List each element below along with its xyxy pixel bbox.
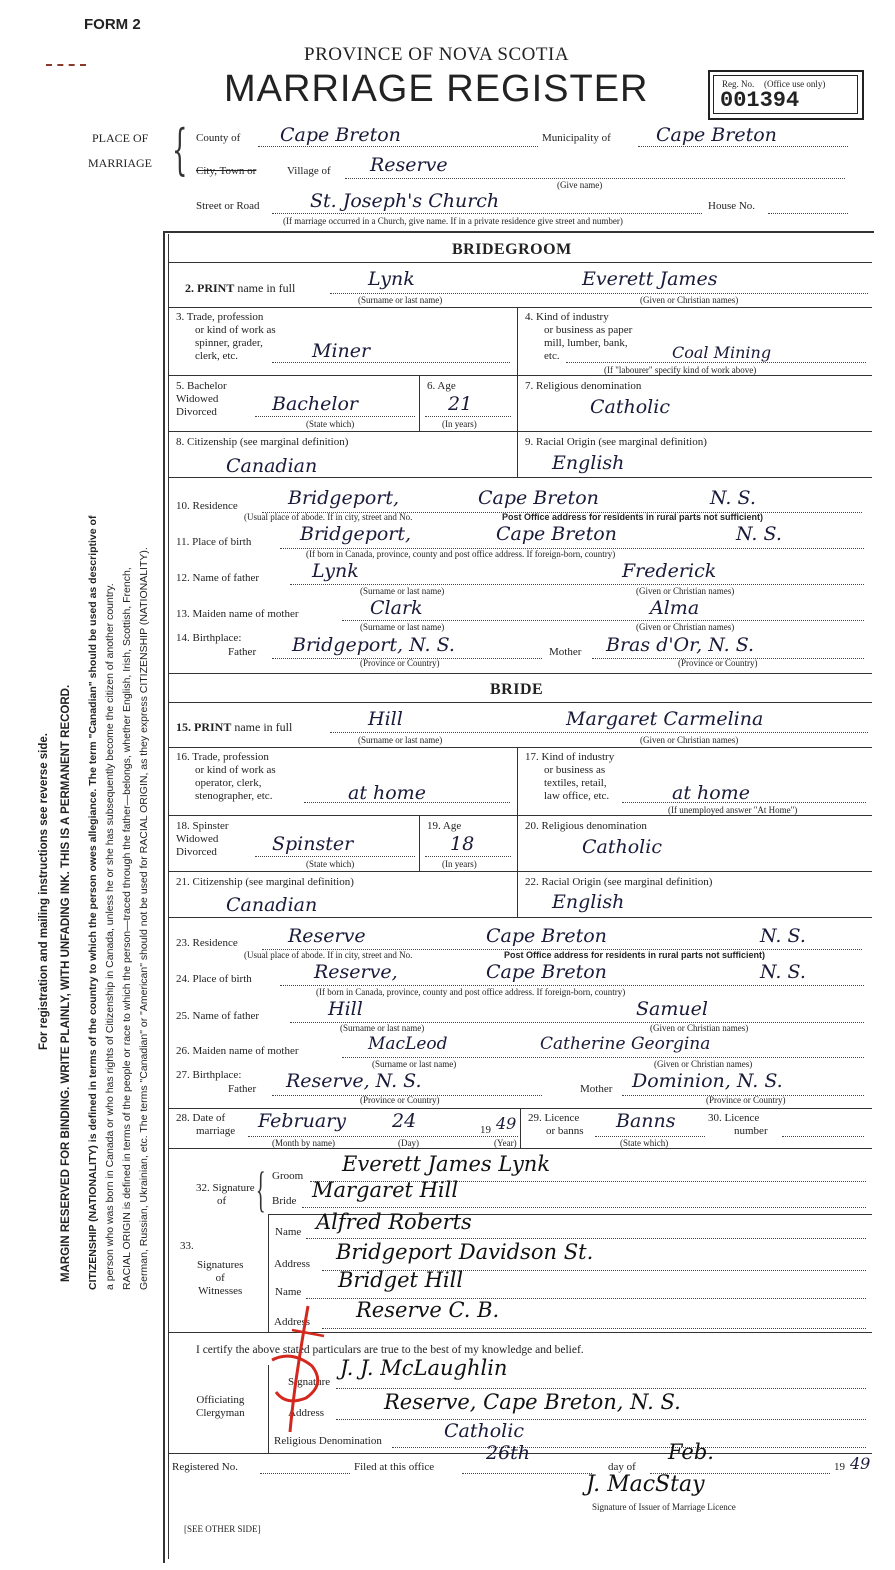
- groom-father-label: 12. Name of father: [176, 572, 260, 584]
- day-of-label: day of: [608, 1461, 636, 1473]
- groom-birthplace-1: Bridgeport,: [300, 523, 412, 545]
- groom-state-which: (State which): [306, 419, 355, 429]
- signature-label: 32. Signature: [196, 1182, 255, 1194]
- groom-age-label: 6. Age: [427, 380, 456, 392]
- licence-number-label-2: number: [734, 1125, 768, 1137]
- place-label-2: MARRIAGE: [88, 156, 153, 170]
- groom-racial: English: [552, 452, 625, 474]
- bride-religion-label: 20. Religious denomination: [525, 820, 647, 832]
- page-title: MARRIAGE REGISTER: [224, 68, 649, 110]
- groom-mother-given: Alma: [650, 597, 700, 619]
- groom-birthplaces-label: 14. Birthplace:: [176, 632, 242, 644]
- w2-address: Reserve C. B.: [356, 1298, 500, 1322]
- issuer-signature: J. MacStay: [586, 1472, 705, 1497]
- bride-surname-note: (Surname or last name): [358, 735, 443, 745]
- groom-name-label: 2. PRINT name in full: [185, 281, 296, 295]
- month-note: (Month by name): [272, 1138, 335, 1148]
- bride-state-which: (State which): [306, 859, 355, 869]
- witness-number: 33.: [180, 1240, 194, 1252]
- bride-birthplace-3: N. S.: [760, 961, 806, 983]
- bride-residence-note: (Usual place of abode. If in city, street and No.: [244, 950, 413, 960]
- marriage-year: 49: [496, 1114, 517, 1133]
- clergy-signature-label: Signature: [288, 1376, 331, 1388]
- street-value: St. Joseph's Church: [310, 190, 500, 212]
- village-label: Village of: [287, 165, 331, 177]
- bride-status-label: 18. Spinster Widowed Divorced: [176, 820, 229, 858]
- bride-residence-3: N. S.: [760, 925, 806, 947]
- bride-racial: English: [552, 891, 625, 913]
- date-label-2: marriage: [196, 1125, 236, 1137]
- groom-signature: Everett James Lynk: [342, 1152, 551, 1176]
- bride-birthplace-note: (If born in Canada, province, county and post office address. If foreign-born, country): [316, 987, 626, 997]
- filed-year: 49: [850, 1454, 871, 1473]
- groom-mother-surname-note: (Surname or last name): [360, 622, 445, 632]
- groom-religion: Catholic: [590, 396, 670, 418]
- bride-bp-father-label: Father: [228, 1083, 257, 1095]
- licence-number-label-1: 30. Licence: [708, 1112, 760, 1124]
- certify-text: I certify the above stated particulars are true to the best of my knowledge and belief.: [196, 1344, 584, 1356]
- margin-racial-2: German, Russian, Ukrainian, etc. The terms "Canadian" or "American" should not be used for RACIAL ORIGIN, as they express CITIZENSHIP (NATIONALITY).: [138, 547, 150, 1290]
- groom-mother-surname: Clark: [370, 597, 423, 619]
- bride-mother-given: Catherine Georgina: [540, 1034, 711, 1054]
- w1-name-label: Name: [275, 1226, 302, 1238]
- filed-year-prefix: 19: [834, 1461, 845, 1473]
- registrar-mark-stroke-3: [292, 1330, 324, 1336]
- margin-racial-1: RACIAL ORIGIN is defined in terms of the people or race to which the person—traced through the father—belongs, whether English, Irish, Scottish, French,: [121, 567, 133, 1290]
- municipality-label: Municipality of: [542, 132, 611, 144]
- reg-label: Reg. No.: [722, 79, 755, 89]
- groom-residence-1: Bridgeport,: [288, 487, 400, 509]
- bride-residence-2: Cape Breton: [486, 925, 607, 947]
- bride-birthplaces-label: 27. Birthplace:: [176, 1069, 242, 1081]
- groom-citizenship-label: 8. Citizenship (see marginal definition): [176, 436, 349, 448]
- groom-bp-mother-label: Mother: [549, 646, 582, 658]
- city-town-label: City, Town or: [196, 165, 257, 177]
- w2-name: Bridget Hill: [338, 1268, 464, 1292]
- bride-bp-mother-label: Mother: [580, 1083, 613, 1095]
- groom-birthplace-label: 11. Place of birth: [176, 536, 252, 548]
- groom-given-note: (Given or Christian names): [640, 295, 739, 305]
- place-brace: {: [172, 118, 188, 181]
- bride-industry-label: 17. Kind of industry or business as textiles, retail, law office, etc.: [525, 751, 615, 802]
- bride-birthplace-label: 24. Place of birth: [176, 973, 252, 985]
- groom-father-surname: Lynk: [312, 560, 359, 582]
- bride-residence-note-bold: Post Office address for residents in rural parts not sufficient): [504, 950, 766, 960]
- registrar-mark-stroke-1: [290, 1306, 308, 1432]
- bride-religion: Catholic: [582, 836, 662, 858]
- bride-in-years: (In years): [442, 859, 477, 869]
- banns-value: Banns: [616, 1110, 676, 1132]
- marriage-day: 24: [392, 1110, 417, 1132]
- groom-bp-father-label: Father: [228, 646, 257, 658]
- clergy-label: Officiating Clergyman: [196, 1394, 245, 1419]
- groom-residence-note: (Usual place of abode. If in city, street and No.: [244, 512, 413, 522]
- bride-given: Margaret Carmelina: [566, 708, 764, 730]
- groom-mother-given-note: (Given or Christian names): [636, 622, 735, 632]
- bride-mother-label: 26. Maiden name of mother: [176, 1045, 299, 1057]
- signature-of-label: of: [217, 1195, 227, 1207]
- bride-birthplace-2: Cape Breton: [486, 961, 607, 983]
- margin-mailing-note: For registration and mailing instructions see reverse side.: [38, 733, 50, 1050]
- bride-name-label: 15. PRINT name in full: [176, 720, 293, 734]
- bride-sig-label: Bride: [272, 1195, 297, 1207]
- bride-trade: at home: [348, 782, 426, 804]
- bride-mother-surname-note: (Surname or last name): [372, 1059, 457, 1069]
- bride-age: 18: [450, 833, 475, 855]
- groom-father-given: Frederick: [622, 560, 717, 582]
- margin-citizenship-1: CITIZENSHIP (NATIONALITY) is defined in terms of the country to which the person owes allegiance. The term "Canadian" should be used as descriptive of: [87, 515, 99, 1290]
- bride-mother-given-note: (Given or Christian names): [654, 1059, 753, 1069]
- bride-surname: Hill: [368, 708, 403, 730]
- groom-trade-label: 3. Trade, profession or kind of work as spinner, grader, clerk, etc.: [176, 311, 276, 362]
- marriage-year-prefix: 19: [480, 1124, 491, 1136]
- filed-month: Feb.: [668, 1440, 714, 1464]
- street-note: (If marriage occurred in a Church, give name. If in a private residence give street and number): [283, 216, 623, 226]
- groom-birthplace-3: N. S.: [736, 523, 782, 545]
- groom-given: Everett James: [582, 268, 718, 290]
- municipality-value: Cape Breton: [656, 124, 777, 146]
- bride-heading: BRIDE: [490, 681, 544, 698]
- bride-given-note: (Given or Christian names): [640, 735, 739, 745]
- bridegroom-heading: BRIDEGROOM: [452, 241, 572, 258]
- groom-age: 21: [448, 393, 473, 415]
- county-value: Cape Breton: [280, 124, 401, 146]
- groom-birthplace-2: Cape Breton: [496, 523, 617, 545]
- registrar-mark: [262, 1300, 342, 1440]
- groom-birthplace-note: (If born in Canada, province, county and post office address. If foreign-born, country): [306, 549, 616, 559]
- marriage-month: February: [258, 1110, 347, 1132]
- groom-residence-label: 10. Residence: [176, 500, 238, 512]
- bride-bp-mother: Dominion, N. S.: [632, 1070, 783, 1092]
- margin-tick: [46, 64, 86, 66]
- groom-bp-father-note: (Province or Country): [360, 658, 440, 668]
- groom-bp-mother: Bras d'Or, N. S.: [606, 634, 755, 656]
- bride-father-surname-note: (Surname or last name): [340, 1023, 425, 1033]
- filed-label: Filed at this office: [354, 1461, 435, 1473]
- groom-in-years: (In years): [442, 419, 477, 429]
- province-heading: PROVINCE OF NOVA SCOTIA: [304, 44, 570, 65]
- form-number: FORM 2: [84, 16, 141, 33]
- bride-status: Spinster: [272, 833, 354, 855]
- bride-citizenship-label: 21. Citizenship (see marginal definition): [176, 876, 354, 888]
- give-name-note: (Give name): [557, 180, 603, 190]
- groom-religion-label: 7. Religious denomination: [525, 380, 642, 392]
- registrar-mark-text: [320, 1300, 321, 1301]
- licence-label-2: or banns: [546, 1125, 584, 1137]
- clergy-address: Reserve, Cape Breton, N. S.: [384, 1390, 681, 1414]
- date-label-1: 28. Date of: [176, 1112, 226, 1124]
- groom-residence-2: Cape Breton: [478, 487, 599, 509]
- bride-racial-label: 22. Racial Origin (see marginal definition): [525, 876, 713, 888]
- groom-status: Bachelor: [272, 393, 359, 415]
- w2-address-label: Address: [274, 1316, 311, 1328]
- bride-industry-note: (If unemployed answer "At Home"): [668, 805, 798, 815]
- w1-name: Alfred Roberts: [316, 1210, 472, 1234]
- bride-residence-label: 23. Residence: [176, 937, 238, 949]
- clergy-address-label: Address: [288, 1407, 325, 1419]
- groom-surname-note: (Surname or last name): [358, 295, 443, 305]
- house-label: House No.: [708, 200, 756, 212]
- groom-industry-label: 4. Kind of industry or business as paper mill, lumber, bank, etc.: [525, 311, 633, 362]
- bride-father-label: 25. Name of father: [176, 1010, 260, 1022]
- groom-bp-mother-note: (Province or Country): [678, 658, 758, 668]
- street-label: Street or Road: [196, 200, 260, 212]
- bride-bp-father: Reserve, N. S.: [286, 1070, 422, 1092]
- year-note: (Year): [494, 1138, 517, 1148]
- bride-trade-label: 16. Trade, profession or kind of work as operator, clerk, stenographer, etc.: [176, 751, 276, 802]
- groom-residence-note-bold: Post Office address for residents in rural parts not sufficient): [502, 512, 764, 522]
- w1-address-label: Address: [274, 1258, 311, 1270]
- reg-number-box: [708, 70, 864, 120]
- bride-father-given: Samuel: [636, 998, 708, 1020]
- reg-office-note: (Office use only): [764, 79, 826, 89]
- bride-bp-mother-note: (Province or Country): [706, 1095, 786, 1105]
- groom-racial-label: 9. Racial Origin (see marginal definition): [525, 436, 707, 448]
- margin-binding-note: MARGIN RESERVED FOR BINDING. WRITE PLAINLY, WITH UNFADING INK. THIS IS A PERMANENT RECORD.: [60, 684, 72, 1282]
- place-label-1: PLACE OF: [92, 131, 149, 145]
- reg-number: 001394: [720, 88, 800, 113]
- groom-trade: Miner: [312, 340, 371, 362]
- signature-brace: {: [256, 1161, 266, 1217]
- groom-mother-label: 13. Maiden name of mother: [176, 608, 299, 620]
- banns-note: (State which): [620, 1138, 669, 1148]
- clergy-denomination-label: Religious Denomination: [274, 1435, 382, 1447]
- clergy-denomination: Catholic: [444, 1420, 524, 1442]
- see-other-side: [SEE OTHER SIDE]: [184, 1524, 261, 1534]
- groom-bp-father: Bridgeport, N. S.: [292, 634, 455, 656]
- bride-birthplace-1: Reserve,: [314, 961, 398, 983]
- bride-father-given-note: (Given or Christian names): [650, 1023, 749, 1033]
- registered-no-label: Registered No.: [172, 1461, 238, 1473]
- bride-industry: at home: [672, 782, 750, 804]
- bride-father-surname: Hill: [328, 998, 363, 1020]
- bride-residence-1: Reserve: [288, 925, 366, 947]
- county-label: County of: [196, 132, 241, 144]
- bride-mother-surname: MacLeod: [368, 1034, 448, 1054]
- margin-citizenship-2: a person who was born in Canada or who has rights of Citizenship in Canada, unless he or she has subsequently become the citizen of another country.: [104, 583, 116, 1290]
- groom-surname: Lynk: [368, 268, 415, 290]
- groom-father-surname-note: (Surname or last name): [360, 586, 445, 596]
- issuer-label: Signature of Issuer of Marriage Licence: [592, 1502, 736, 1512]
- village-value: Reserve: [370, 154, 448, 176]
- bride-age-label: 19. Age: [427, 820, 462, 832]
- clergy-signature: J. J. McLaughlin: [340, 1356, 508, 1380]
- groom-residence-3: N. S.: [710, 487, 756, 509]
- witness-label: Signatures of Witnesses: [197, 1259, 244, 1297]
- groom-status-label: 5. Bachelor Widowed Divorced: [176, 380, 227, 418]
- bride-signature: Margaret Hill: [312, 1178, 459, 1202]
- groom-father-given-note: (Given or Christian names): [636, 586, 735, 596]
- licence-label-1: 29. Licence: [528, 1112, 580, 1124]
- filed-day: 26th: [486, 1442, 531, 1464]
- day-note: (Day): [398, 1138, 419, 1148]
- bride-citizenship: Canadian: [226, 894, 318, 916]
- w2-name-label: Name: [275, 1286, 302, 1298]
- groom-citizenship: Canadian: [226, 455, 318, 477]
- groom-industry: Coal Mining: [672, 343, 772, 362]
- bride-bp-father-note: (Province or Country): [360, 1095, 440, 1105]
- w1-address: Bridgeport Davidson St.: [336, 1240, 594, 1264]
- groom-sig-label: Groom: [272, 1170, 304, 1182]
- groom-industry-note: (If "labourer" specify kind of work above): [604, 365, 757, 375]
